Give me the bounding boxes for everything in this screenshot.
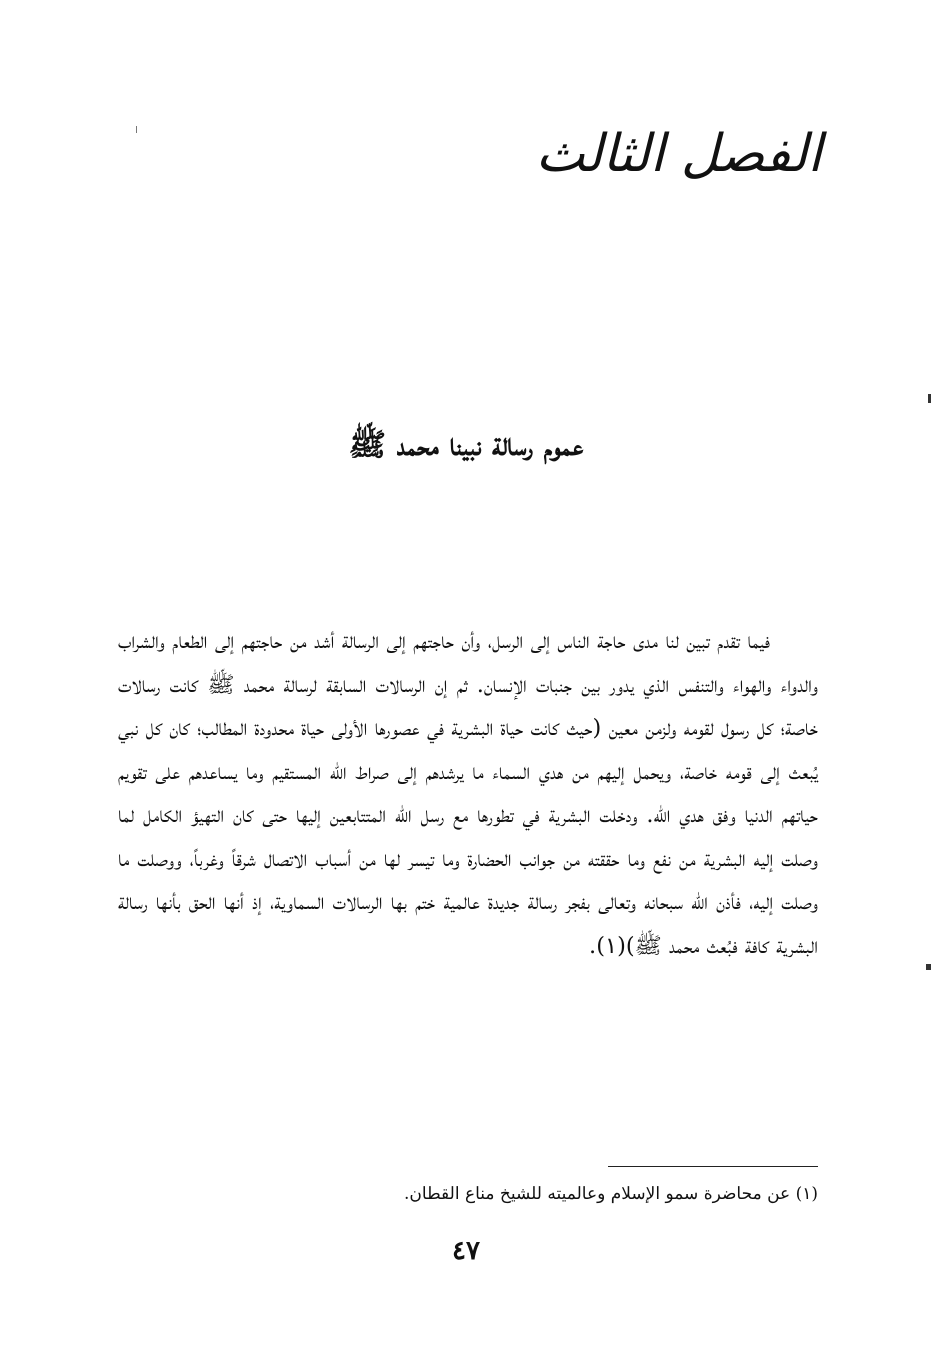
page-number: ٤٧ [452, 1236, 480, 1266]
chapter-heading: الفصل الثالث [535, 124, 822, 184]
scan-speck-mark [926, 964, 931, 970]
scan-speck-mark [136, 126, 137, 133]
body-paragraph: فيما تقدم تبين لنا مدى حاجة الناس إلى الرسل، وأن حاجتهم إلى الرسالة أشد من حاجتهم إلى الطعام والشراب والدواء والهواء والتنفس الذي يدور بين جنبات الإنسان. ثم إن الرسالات السابقة لرسالة محمد ﷺ كانت رسالات خاصة؛ كل رسول لقومه ولزمن معين (حيث كانت حياة البشرية في عصورها الأولى حياة محدودة المطالب؛ كان كل نبي يُبعث إلى قومه خاصة، ويحمل إليهم من هدي السماء ما يرشدهم إلى صراط الله المستقيم وما يساعدهم على تقويم حياتهم الدنيا وفق هدي الله. ودخلت البشرية في تطورها مع رسل الله المتتابعين إليها حتى كان التهيؤ الكامل لما وصلت إليه البشرية من نفع وما حققته من جوانب الحضارة وما تيسر لها من أسباب الاتصال شرقاً وغرباً، ووصلت ما وصلت إليه، فأذن الله سبحانه وتعالى بفجر رسالة جديدة عالمية ختم بها الرسالات السماوية، إذ أنها الحق بأنها رسالة البشرية كافة فبُعث محمد ﷺ)(١). [118, 628, 818, 959]
body-text [118, 620, 818, 968]
footnote-divider [608, 1166, 818, 1167]
scan-speck-mark [928, 394, 931, 403]
footnote: (١) عن محاضرة سمو الإسلام وعالميته للشيخ مناع القطان. [404, 1184, 818, 1204]
section-title: عموم رسالة نبينا محمد ﷺ [348, 427, 584, 463]
